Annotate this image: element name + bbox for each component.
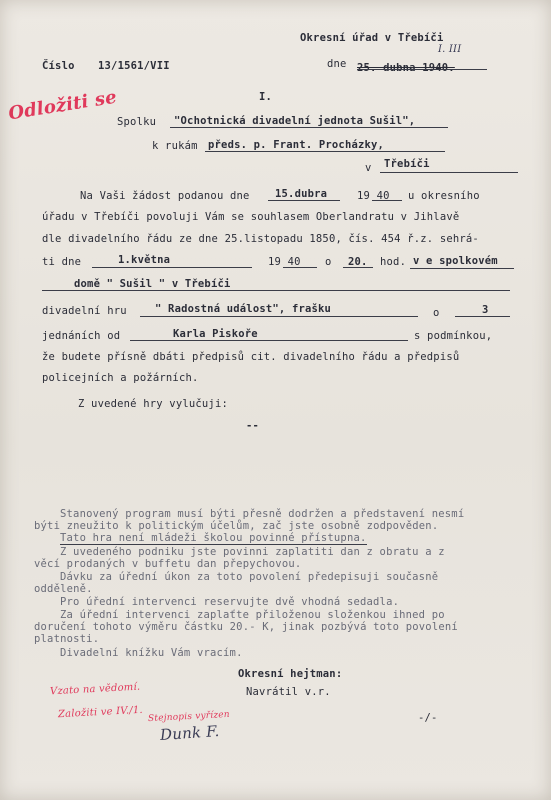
condition-line: Z uvedeného podniku jste povinni zaplatiti dan z obratu a z [60,546,445,558]
red-note-file: Založiti ve IV./1. [57,704,144,721]
condition-line: doručení tohoto výměru částku 20.- K, jinak pozbývá toto povolení [34,621,458,633]
rukam-value: předs. p. Frant. Procházky, [208,139,385,151]
closing-mark: -/- [418,712,438,724]
date-label: dne [327,58,347,70]
performance-year: 19 40 [268,256,301,268]
spolku-label: Spolku [117,116,157,128]
rukam-underline [205,151,445,152]
performance-hour: 20. [348,256,368,268]
section-number: I. [259,91,273,103]
date-value: 25. dubna 1940. [357,62,455,74]
condition-line: odděleně. [34,583,93,595]
red-pencil-stamp: Odložiti se [6,86,119,125]
signature-name: Navrátil v.r. [246,686,331,698]
body-line-4a: ti dne [42,256,82,268]
office-header: Okresní úřad v Třebíči [300,32,444,44]
condition-line: Pro úřední intervenci reservujte dvě vhodná sedadla. [60,596,400,608]
performance-year-underline [283,267,317,268]
condition-line: býti zneužito k politickým účelům, zač jste osobně zodpověden. [34,520,439,532]
author-underline [130,340,408,341]
condition-line: Divadelní knížku Vám vracím. [60,647,243,659]
condition-line: věcí prodaných v buffetu dan přepychovou. [34,558,302,570]
body-line-7b: s podmínkou, [414,330,493,342]
play-underline [140,316,418,317]
spolku-value: "Ochotnická divadelní jednota Sušil", [174,115,416,127]
cislo-value: 13/1561/VII [98,60,170,72]
request-date-underline [268,200,340,201]
body-line-3: dle divadelního řádu ze dne 25.listopadu 1850, čís. 454 ř.z. sehrá- [42,233,479,245]
body-line-6a: divadelní hru [42,305,127,317]
handwritten-mark: I. III [438,44,462,55]
body-line-10: Z uvedené hry vylučuji: [78,398,228,410]
condition-line: platnosti. [34,633,100,645]
handwritten-signature: Dunk F. [159,721,221,745]
play-author: Karla Piskoře [173,328,258,340]
performance-hod: hod. [380,256,407,268]
performance-place-underline [410,268,514,269]
signature-office: Okresní hejtman: [238,668,343,680]
body-line-8: že budete přísně dbáti předpisů cit. divadelního řádu a předpisů [42,351,460,363]
request-date: 15.dubra [275,188,328,200]
v-label: v [365,162,372,174]
city-underline [380,172,518,173]
condition-line: Dávku za úřední úkon za toto povolení předepisuji současně [60,571,439,583]
rukam-label: k rukám [152,140,198,152]
acts-underline [455,316,510,317]
body-line-1b: u okresního [408,190,480,202]
place-underline [42,290,510,291]
spolku-underline [170,127,448,128]
body-line-1a: Na Vaši žádost podanou dne [80,190,250,202]
body-line-7a: jednáních od [42,330,121,342]
city-value: Třebíči [384,158,430,170]
performance-date-underline [92,267,252,268]
condition-line-underlined: Tato hra není mládeži školou povinné přístupna. [60,532,367,544]
body-line-9: policejních a požárních. [42,372,199,384]
condition-line: Stanovený program musí býti přesně dodržen a představení nesmí [60,508,465,520]
play-title: " Radostná událost", frašku [155,303,332,315]
body-line-2: úřadu v Třebíči povoluji Vám se souhlasem Oberlandratu v Jihlavě [42,211,460,223]
acts-count: 3 [482,304,489,316]
acts-o: o [433,307,440,319]
performance-date: 1.května [118,254,171,266]
request-year: 19 40 [357,190,390,202]
red-note-copy: Stejnopis vyřízen [147,709,231,725]
red-note-acknowledged: Vzato na vědomí. [49,681,141,698]
performance-place-a: v e spolkovém [413,255,498,267]
condition-line: Za úřední intervenci zaplaťte přiloženou složenkou ihned po [60,609,445,621]
cislo-label: Číslo [42,60,75,72]
performance-hour-underline [343,267,373,268]
performance-o: o [325,256,332,268]
request-year-underline [372,200,402,201]
exclusion-dash: -- [246,420,260,432]
date-underline [357,69,487,70]
performance-place-b: domě " Sušil " v Třebíči [74,278,231,290]
